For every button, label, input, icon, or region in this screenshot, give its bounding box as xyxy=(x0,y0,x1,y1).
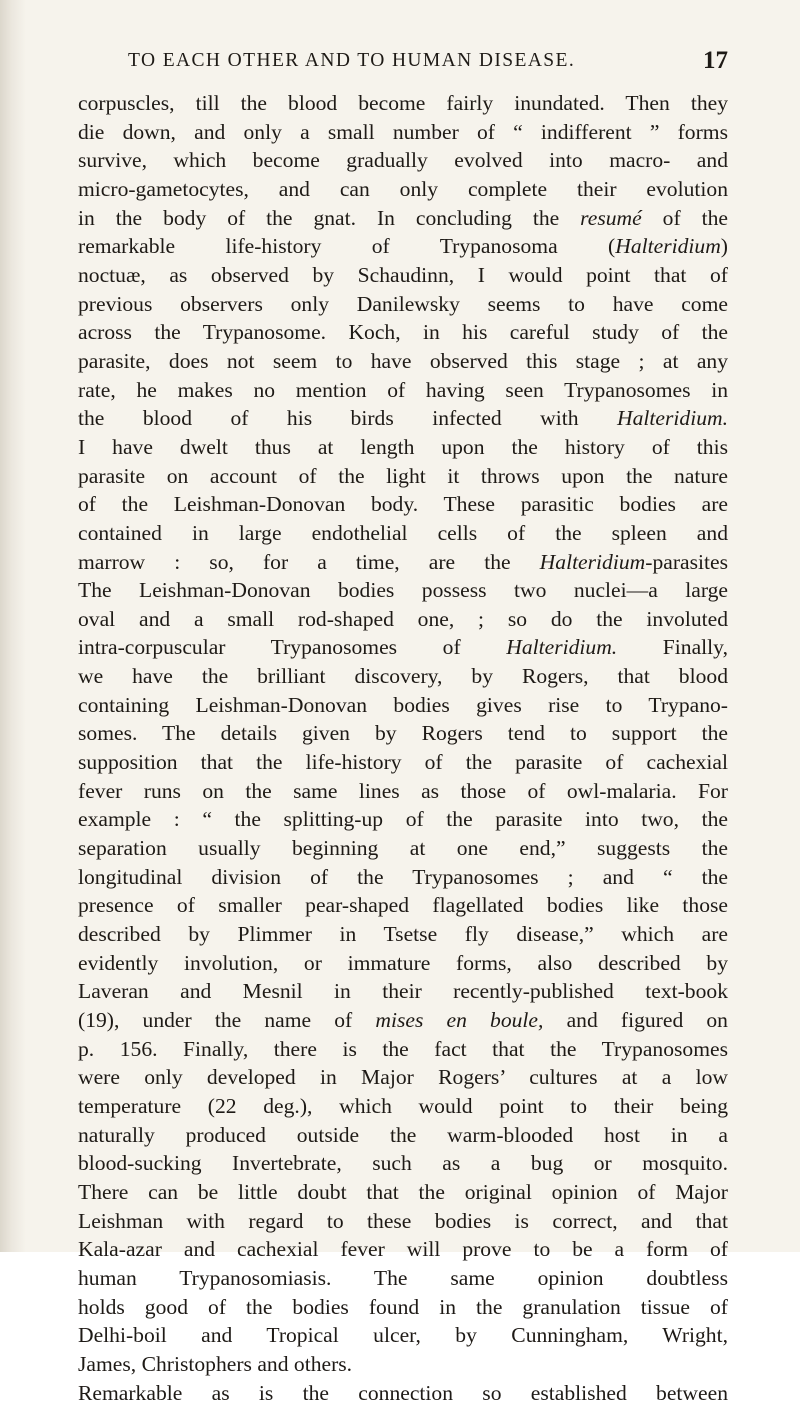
text-run: human Trypanosomiasis. The same opinion doubtless xyxy=(78,1265,728,1290)
text-line xyxy=(78,949,728,978)
text-line xyxy=(78,347,728,376)
text-line xyxy=(78,204,728,233)
italic-text-run: resumé xyxy=(580,205,642,230)
running-head-title: TO EACH OTHER AND TO HUMAN DISEASE. xyxy=(128,50,576,71)
text-run: naturally produced outside the warm-blooded host in a xyxy=(78,1122,728,1147)
text-line xyxy=(78,1035,728,1064)
text-line xyxy=(78,863,728,892)
text-run: intra-corpuscular Trypanosomes of xyxy=(78,635,507,660)
text-run: corpuscles, till the blood become fairly inundated. Then they xyxy=(78,91,728,115)
text-line xyxy=(78,1235,728,1264)
text-run: and figured on xyxy=(543,1008,728,1032)
text-run: parasite on account of the light it throws upon the nature xyxy=(78,463,728,488)
text-line xyxy=(78,662,728,691)
text-run: die down, and only a small number of “ indifferent ” forms xyxy=(78,119,728,144)
text-line xyxy=(78,1207,728,1236)
text-run: of the Leishman-Donovan body. These parasitic bodies are xyxy=(78,492,728,517)
text-line xyxy=(78,691,728,720)
italic-text-run: Halteridium. xyxy=(506,635,618,660)
text-run: the blood of his birds infected with xyxy=(78,406,618,431)
text-line xyxy=(78,290,728,319)
text-run: parasite, does not seem to have observed this stage ; at any xyxy=(78,348,728,373)
text-run: p. 156. Finally, there is the fact that the Trypanosomes xyxy=(78,1036,728,1061)
text-line xyxy=(78,977,728,1006)
text-line xyxy=(78,891,728,920)
text-line xyxy=(78,1321,728,1350)
text-line xyxy=(78,462,728,491)
text-run: James, Christophers and others. xyxy=(78,1351,353,1376)
text-line xyxy=(78,748,728,777)
text-run: There can be little doubt that the original opinion of Major xyxy=(78,1179,728,1204)
text-run: Kala-azar and cachexial fever will prove to be a form of xyxy=(78,1237,728,1262)
italic-text-run: Halteridium xyxy=(539,549,646,574)
text-run: Finally, xyxy=(617,635,728,660)
text-line xyxy=(78,605,728,634)
text-run: micro-gametocytes, and can only complete their evolution xyxy=(78,176,728,201)
text-run: Laveran and Mesnil in their recently-published text-book xyxy=(78,979,728,1004)
text-line xyxy=(78,1350,728,1379)
text-run: evidently involution, or immature forms, also described by xyxy=(78,950,728,975)
text-run: Remarkable as is the connection so established between xyxy=(78,1380,728,1405)
text-run: remarkable life-history of Trypanosoma ( xyxy=(78,234,616,259)
running-head xyxy=(128,47,728,80)
text-run: holds good of the bodies found in the granulation tissue of xyxy=(78,1294,728,1319)
text-line xyxy=(78,1293,728,1322)
text-run: blood-sucking Invertebrate, such as a bug or mosquito. xyxy=(78,1151,728,1176)
text-run: rate, he makes no mention of having seen Trypanosomes in xyxy=(78,377,728,402)
text-line xyxy=(78,118,728,147)
text-line xyxy=(78,834,728,863)
text-run: -parasites xyxy=(645,549,728,574)
text-run: noctuæ, as observed by Schaudinn, I would point that of xyxy=(78,262,728,287)
text-line xyxy=(78,1063,728,1092)
text-line xyxy=(78,519,728,548)
page-gutter-shadow xyxy=(0,0,26,1252)
text-run: were only developed in Major Rogers’ cultures at a low xyxy=(78,1065,728,1090)
text-line xyxy=(78,1149,728,1178)
text-line xyxy=(78,261,728,290)
text-run: described by Plimmer in Tsetse fly disease,” which are xyxy=(78,922,728,947)
text-line xyxy=(78,548,728,577)
text-line xyxy=(78,433,728,462)
text-run: oval and a small rod-shaped one, ; so do the involuted xyxy=(78,606,728,631)
text-run: presence of smaller pear-shaped flagellated bodies like those xyxy=(78,893,728,918)
italic-text-run: Halteridium xyxy=(615,234,721,259)
text-run: example : “ the splitting-up of the parasite into two, the xyxy=(78,807,728,832)
text-line xyxy=(78,376,728,405)
text-line xyxy=(78,232,728,261)
text-line xyxy=(78,146,728,175)
text-line xyxy=(78,175,728,204)
text-line xyxy=(78,1379,728,1407)
text-line xyxy=(78,1264,728,1293)
text-run: we have the brilliant discovery, by Rogers, that blood xyxy=(78,664,728,689)
italic-text-run: mises en boule, xyxy=(375,1008,544,1032)
text-run: I have dwelt thus at length upon the history of this xyxy=(78,434,728,459)
text-run: contained in large endothelial cells of the spleen and xyxy=(78,520,728,545)
text-line xyxy=(78,805,728,834)
text-line xyxy=(78,920,728,949)
text-line xyxy=(78,777,728,806)
text-run: separation usually beginning at one end,” suggests the xyxy=(78,836,728,861)
text-run: Delhi-boil and Tropical ulcer, by Cunningham, Wright, xyxy=(78,1323,728,1348)
text-run: temperature (22 deg.), which would point to their being xyxy=(78,1093,728,1118)
text-line xyxy=(78,89,728,118)
text-run: of the xyxy=(641,205,728,230)
text-run: supposition that the life-history of the parasite of cachexial xyxy=(78,750,728,775)
text-run: somes. The details given by Rogers tend to support the xyxy=(78,721,728,746)
italic-text-run: Halteridium. xyxy=(617,406,728,431)
text-line xyxy=(78,633,728,662)
body-text xyxy=(78,89,728,1407)
text-line xyxy=(78,490,728,519)
text-run: survive, which become gradually evolved into macro- and xyxy=(78,148,728,173)
text-line xyxy=(78,1178,728,1207)
text-run: ) xyxy=(720,234,728,259)
text-run: fever runs on the same lines as those of owl-malaria. For xyxy=(78,778,728,803)
text-line xyxy=(78,318,728,347)
text-line xyxy=(78,1006,728,1035)
text-line xyxy=(78,719,728,748)
page-number: 17 xyxy=(703,47,728,74)
text-run: The Leishman-Donovan bodies possess two nuclei—a large xyxy=(78,578,728,603)
text-line xyxy=(78,1092,728,1121)
text-run: previous observers only Danilewsky seems to have come xyxy=(78,291,728,316)
text-run: (19), under the name of xyxy=(78,1008,376,1032)
text-run: longitudinal division of the Trypanosomes ; and “ the xyxy=(78,864,728,889)
text-line xyxy=(78,404,728,433)
text-run: Leishman with regard to these bodies is correct, and that xyxy=(78,1208,728,1233)
text-line xyxy=(78,576,728,605)
text-run: in the body of the gnat. In concluding the xyxy=(78,205,581,230)
text-line xyxy=(78,1121,728,1150)
text-run: containing Leishman-Donovan bodies gives rise to Trypano- xyxy=(78,692,728,717)
text-run: marrow : so, for a time, are the xyxy=(78,549,540,574)
text-run: across the Trypanosome. Koch, in his careful study of the xyxy=(78,320,728,345)
